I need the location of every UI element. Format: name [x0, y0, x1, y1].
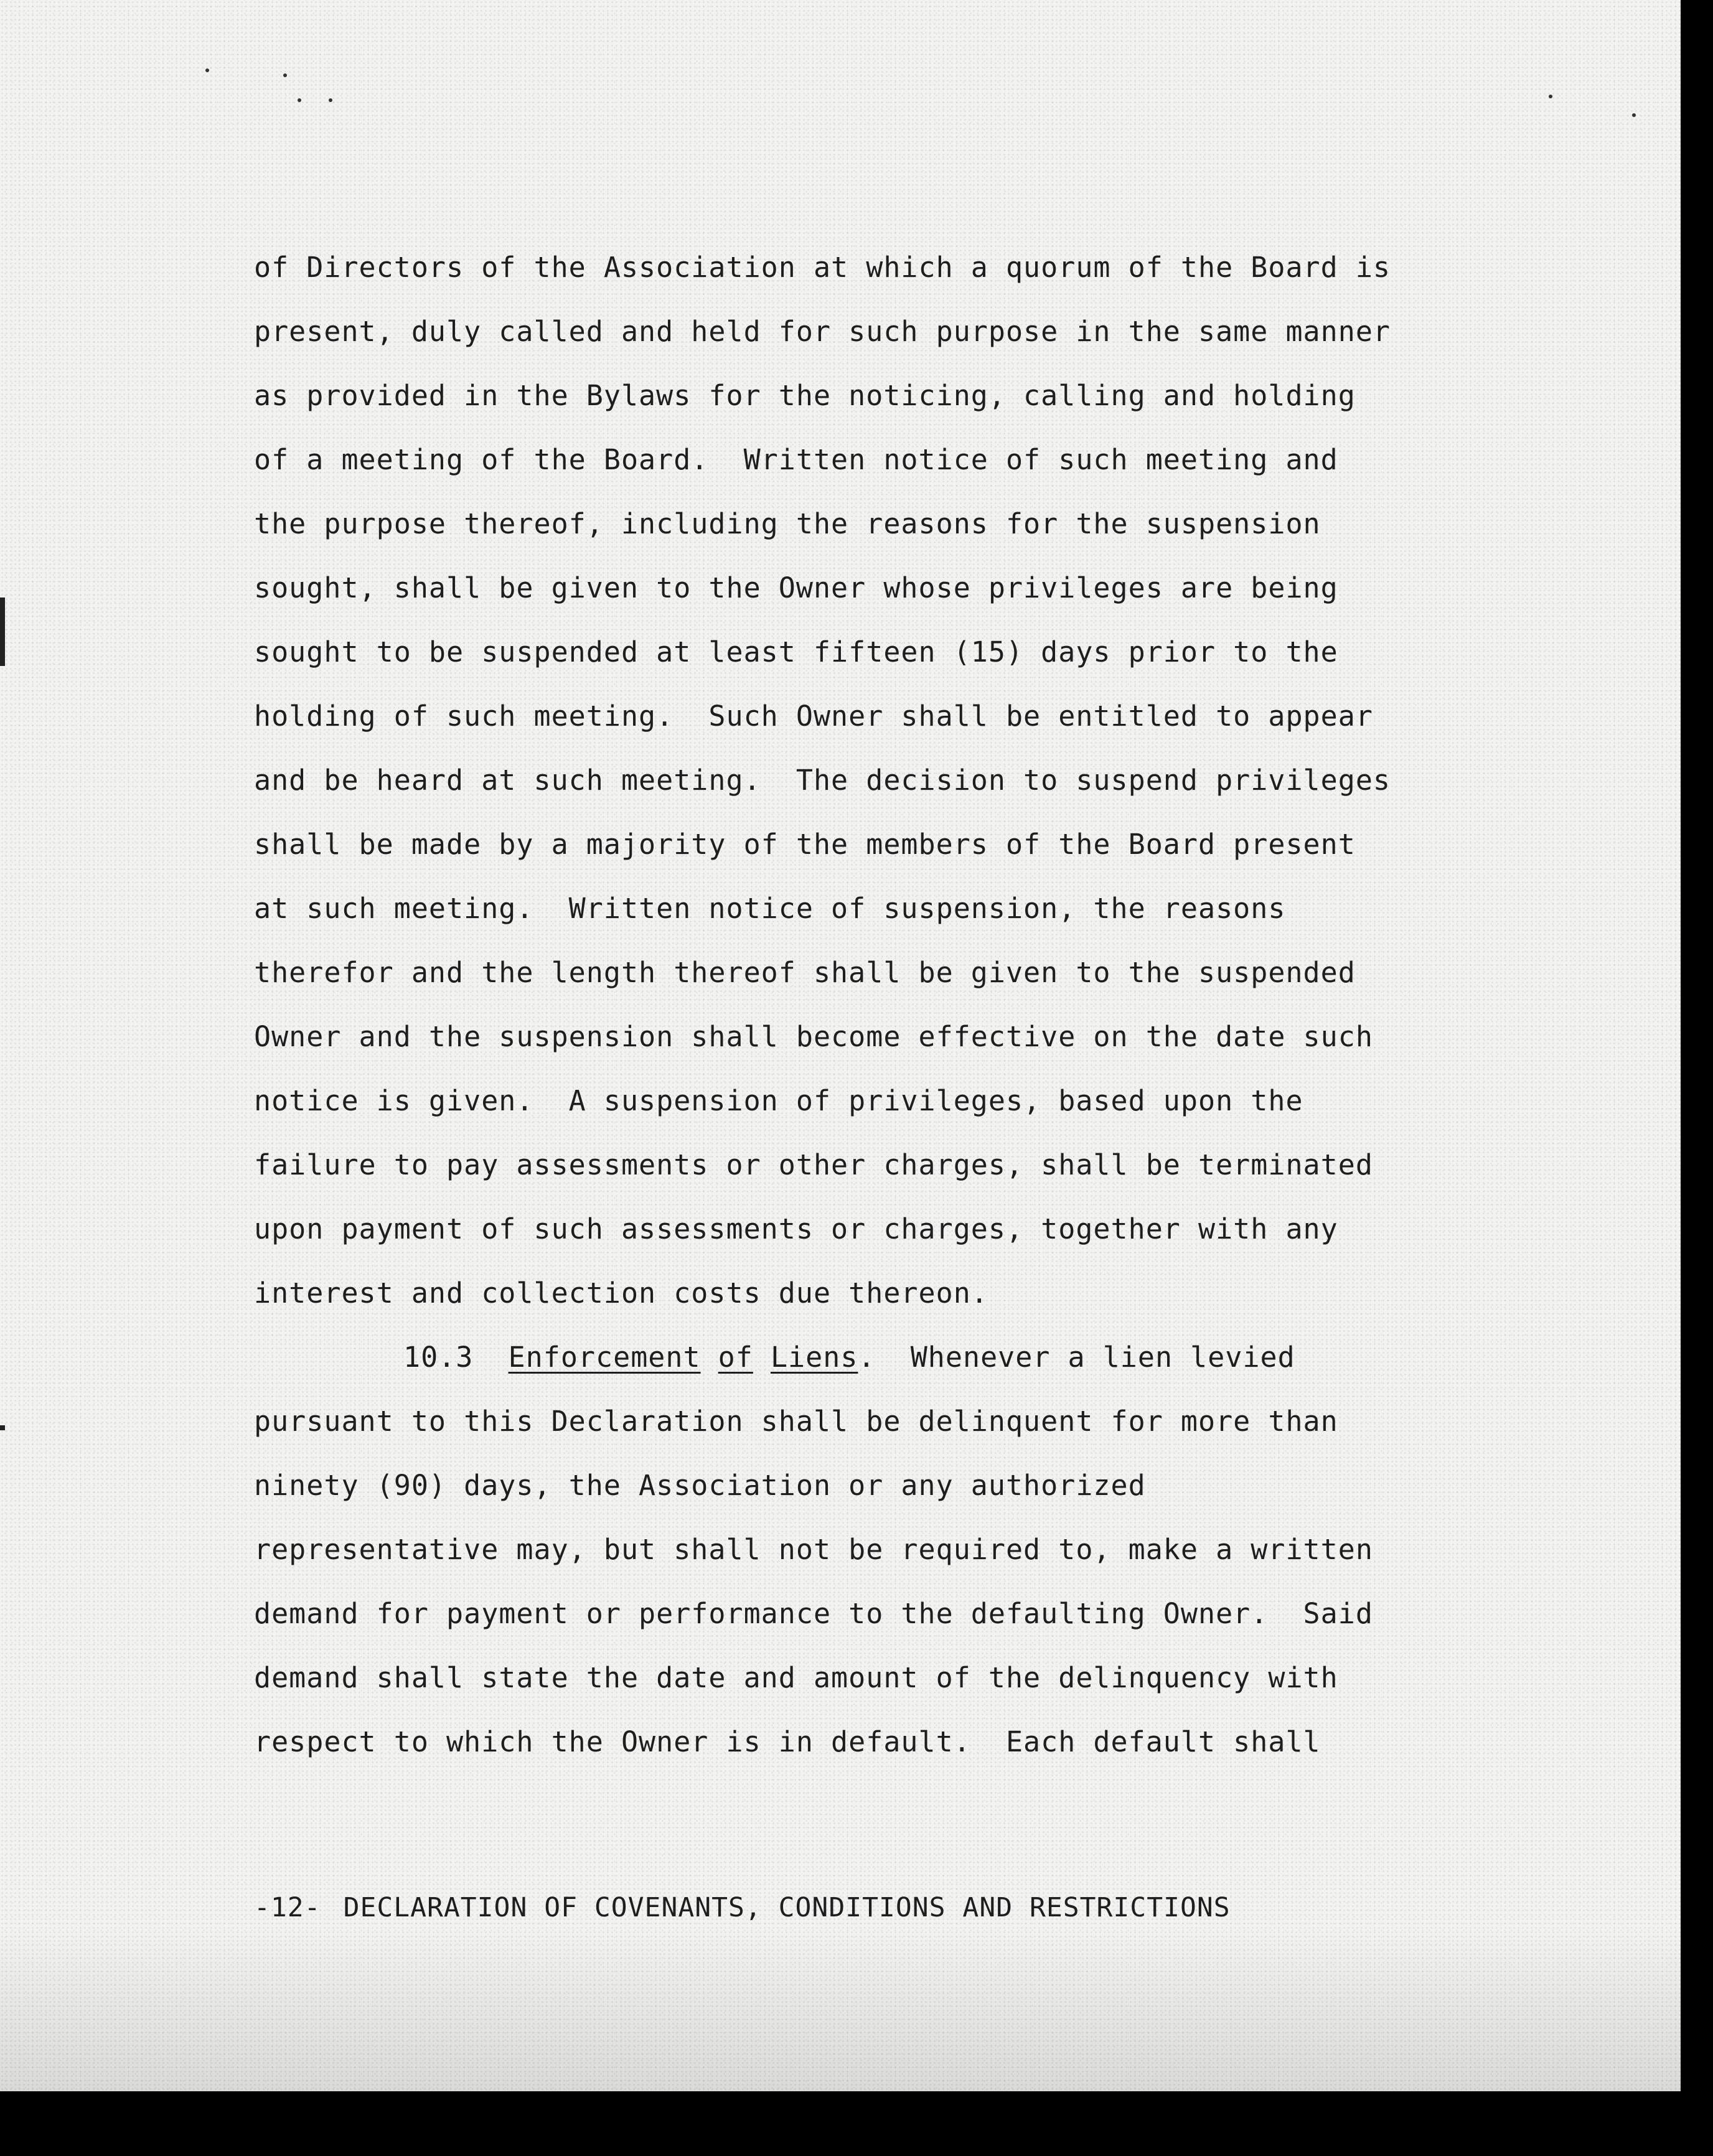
scan-edge-mark — [0, 1425, 5, 1430]
section-number: 10.3 — [403, 1341, 474, 1374]
paragraph-line: the purpose thereof, including the reasons for the suspension — [254, 507, 1321, 540]
section-heading-period: . — [858, 1341, 876, 1374]
scan-speck — [1632, 113, 1636, 117]
paragraph-line: interest and collection costs due thereon. — [254, 1277, 988, 1310]
paragraph-line: of Directors of the Association at which a quorum of the Board is — [254, 251, 1391, 284]
page-footer — [254, 1892, 1231, 1923]
document-title: DECLARATION OF COVENANTS, CONDITIONS AND RESTRICTIONS — [343, 1892, 1231, 1923]
section-first-line-text: Whenever a lien levied — [910, 1341, 1295, 1374]
paragraph-line: pursuant to this Declaration shall be delinquent for more than — [254, 1405, 1338, 1438]
paragraph-line: sought to be suspended at least fifteen (15) days prior to the — [254, 635, 1338, 668]
scan-speck — [205, 68, 209, 72]
paragraph-line: as provided in the Bylaws for the noticing, calling and holding — [254, 379, 1356, 412]
paragraph-line: demand shall state the date and amount of the delinquency with — [254, 1661, 1338, 1694]
paragraph-line: therefor and the length thereof shall be given to the suspended — [254, 956, 1356, 989]
scan-speck — [329, 98, 332, 102]
paragraph-line: at such meeting. Written notice of suspension, the reasons — [254, 892, 1286, 925]
paragraph-line: demand for payment or performance to the defaulting Owner. Said — [254, 1597, 1373, 1630]
paragraph-line: of a meeting of the Board. Written notice of such meeting and — [254, 443, 1338, 476]
paragraph-line: holding of such meeting. Such Owner shall be entitled to appear — [254, 700, 1373, 733]
paragraph-line: representative may, but shall not be required to, make a written — [254, 1533, 1373, 1566]
paragraph-line: sought, shall be given to the Owner whose privileges are being — [254, 571, 1338, 604]
document-body — [254, 243, 1542, 1781]
paragraph-line: and be heard at such meeting. The decision to suspend privileges — [254, 764, 1391, 797]
section-heading-word: Liens — [770, 1341, 858, 1374]
paragraph-line: ninety (90) days, the Association or any authorized — [254, 1469, 1146, 1502]
section-heading-line — [254, 1333, 1542, 1397]
scan-speck — [298, 98, 301, 102]
scan-edge-mark — [0, 598, 5, 666]
paragraph-line: present, duly called and held for such purpose in the same manner — [254, 315, 1391, 348]
paragraph-line: shall be made by a majority of the members of the Board present — [254, 828, 1356, 861]
paragraph-line: failure to pay assessments or other charges, shall be terminated — [254, 1148, 1373, 1181]
paragraph-line: notice is given. A suspension of privileges, based upon the — [254, 1084, 1303, 1117]
scan-speck — [1549, 95, 1552, 98]
paragraph-line: respect to which the Owner is in default. Each default shall — [254, 1725, 1321, 1758]
paragraph-line: Owner and the suspension shall become effective on the date such — [254, 1020, 1373, 1053]
section-heading-word: of — [718, 1341, 753, 1374]
paragraph-line: upon payment of such assessments or charges, together with any — [254, 1212, 1338, 1245]
page-number: -12- — [254, 1892, 321, 1923]
scan-speck — [283, 73, 287, 77]
section-heading-word: Enforcement — [508, 1341, 701, 1374]
